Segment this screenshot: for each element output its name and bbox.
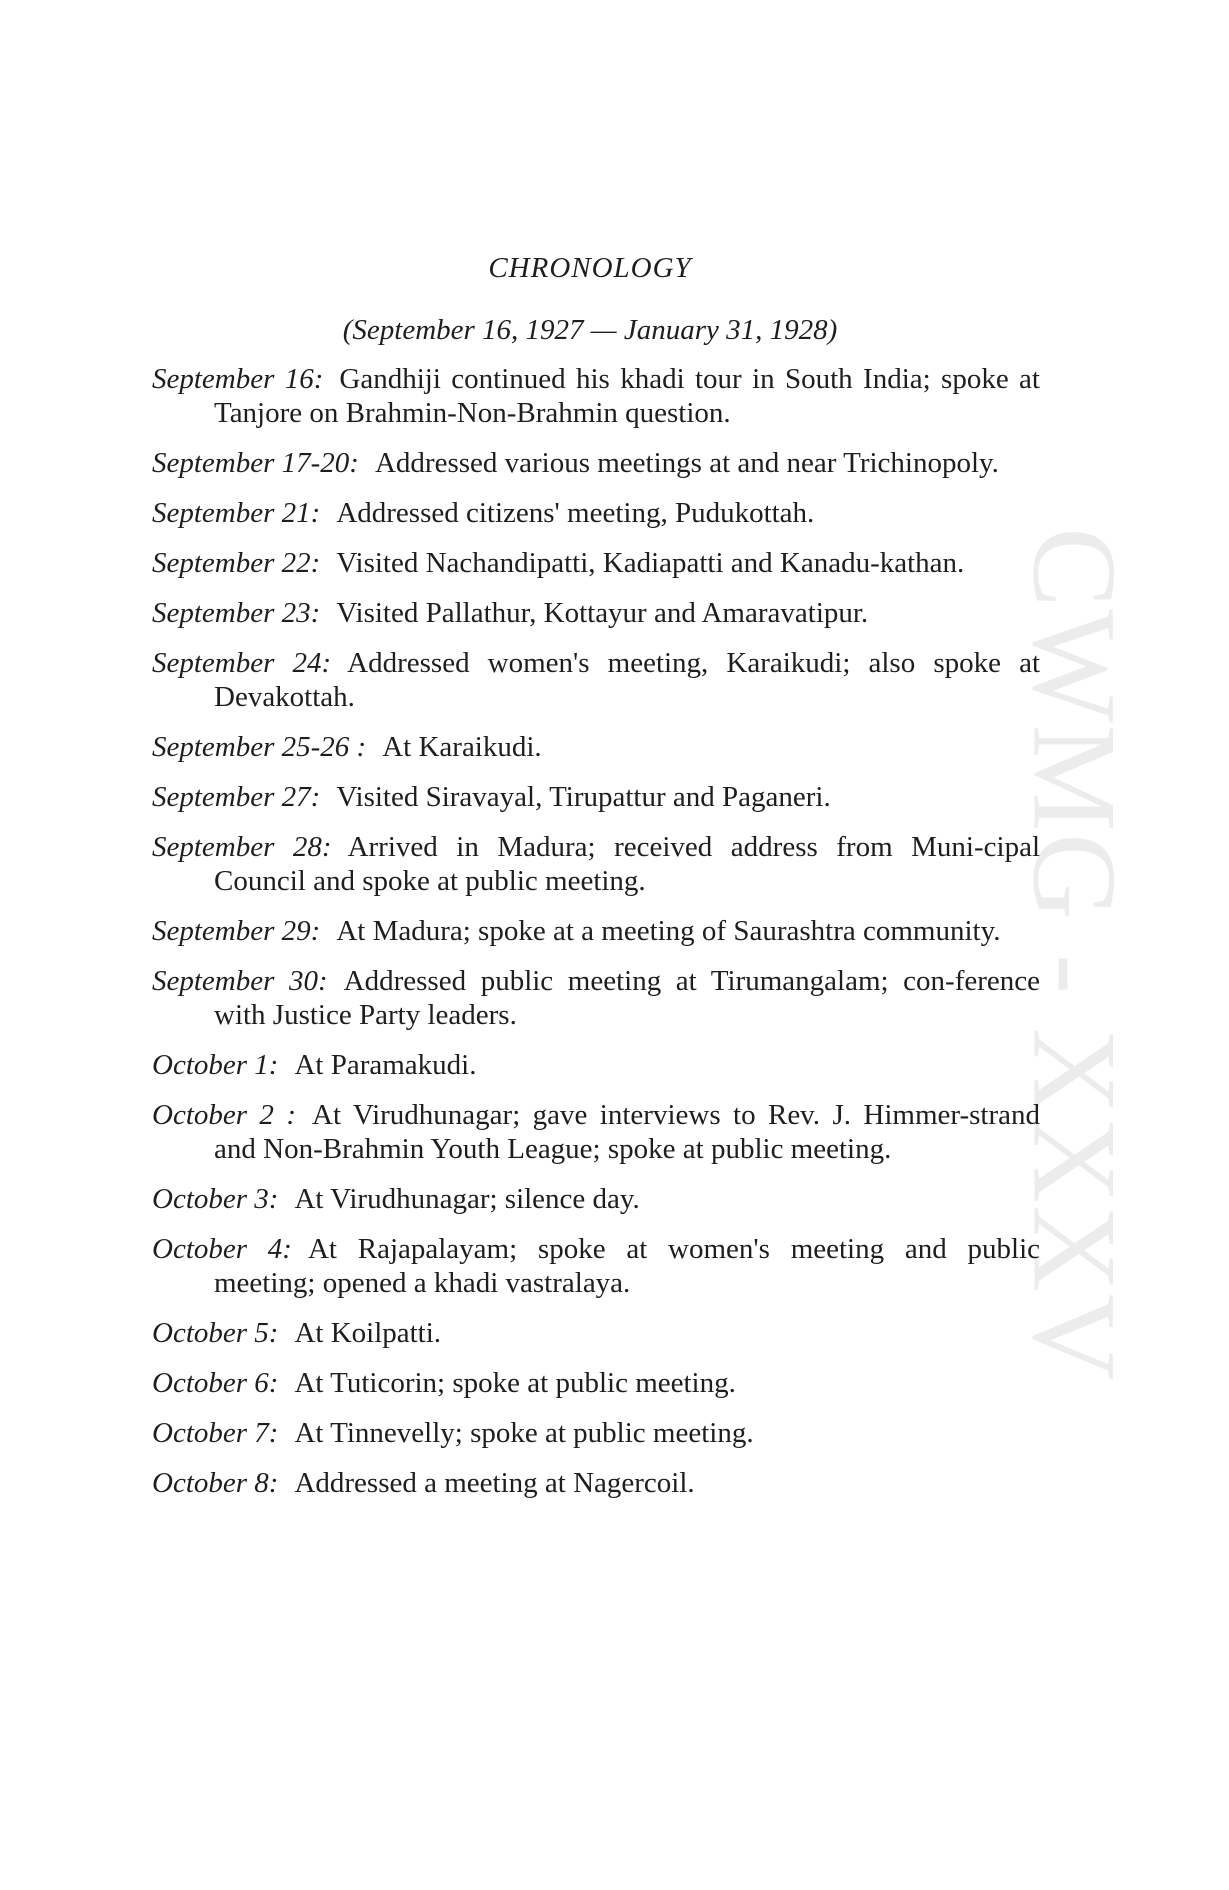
- chronology-entry: [152, 830, 1040, 898]
- entry-date: October 2 :: [152, 1099, 296, 1131]
- chronology-entry: [152, 1316, 1040, 1350]
- entry-text: At Koilpatti.: [294, 1317, 442, 1349]
- chronology-entry: [152, 1182, 1040, 1216]
- entry-text: Addressed public meeting at Tirumangalam; con-ference with Justice Party leaders.: [214, 965, 1040, 1031]
- chronology-entry: [152, 546, 1040, 580]
- entry-text: Visited Nachandipatti, Kadiapatti and Kanadu-kathan.: [336, 547, 965, 579]
- entry-date: September 23:: [152, 597, 321, 629]
- chronology-entry: [152, 1416, 1040, 1450]
- chronology-entry: [152, 964, 1040, 1032]
- entry-text: Visited Pallathur, Kottayur and Amaravatipur.: [336, 597, 869, 629]
- entry-date: October 4:: [152, 1233, 292, 1265]
- page-title: CHRONOLOGY: [488, 252, 692, 284]
- chronology-entry: [152, 730, 1040, 764]
- chronology-entry: [152, 646, 1040, 714]
- entry-text: At Karaikudi.: [382, 731, 542, 763]
- entry-text: Addressed various meetings at and near Trichinopoly.: [374, 447, 999, 479]
- entry-text: At Tinnevelly; spoke at public meeting.: [294, 1417, 754, 1449]
- chronology-entry: [152, 1232, 1040, 1300]
- chronology-entry: [152, 596, 1040, 630]
- entry-text: Arrived in Madura; received address from Muni-cipal Council and spoke at public meeting.: [214, 831, 1041, 897]
- entry-text: At Virudhunagar; gave interviews to Rev. J. Himmer-strand and Non-Brahmin Youth League; spoke at public meeting.: [214, 1099, 1040, 1165]
- entry-date: October 3:: [152, 1183, 279, 1215]
- entry-date: September 29:: [152, 915, 321, 947]
- entry-text: At Virudhunagar; silence day.: [294, 1183, 640, 1215]
- entry-date: October 8:: [152, 1467, 279, 1499]
- page-subtitle: (September 16, 1927 — January 31, 1928): [342, 314, 838, 346]
- chronology-list: [152, 362, 1040, 1516]
- chronology-entry: [152, 1048, 1040, 1082]
- chronology-entry: [152, 780, 1040, 814]
- watermark-text: CWMG - XXXV: [1009, 527, 1143, 1383]
- entry-text: Addressed a meeting at Nagercoil.: [294, 1467, 695, 1499]
- entry-text: At Madura; spoke at a meeting of Saurashtra community.: [336, 915, 1001, 947]
- entry-text: At Tuticorin; spoke at public meeting.: [294, 1367, 736, 1399]
- entry-text: Gandhiji continued his khadi tour in South India; spoke at Tanjore on Brahmin-Non-Brahmin question.: [214, 363, 1040, 429]
- entry-date: September 24:: [152, 647, 332, 679]
- chronology-entry: [152, 1366, 1040, 1400]
- entry-date: October 5:: [152, 1317, 279, 1349]
- chronology-entry: [152, 1098, 1040, 1166]
- chronology-entry: [152, 914, 1040, 948]
- entry-date: September 27:: [152, 781, 321, 813]
- entry-date: September 16:: [152, 363, 324, 395]
- entry-date: October 6:: [152, 1367, 279, 1399]
- chronology-entry: [152, 496, 1040, 530]
- entry-date: September 30:: [152, 965, 328, 997]
- entry-text: Visited Siravayal, Tirupattur and Paganeri.: [336, 781, 831, 813]
- chronology-entry: [152, 1466, 1040, 1500]
- entry-date: October 1:: [152, 1049, 279, 1081]
- entry-text: At Rajapalayam; spoke at women's meeting and public meeting; opened a khadi vastralaya.: [214, 1233, 1041, 1299]
- entry-text: Addressed women's meeting, Karaikudi; also spoke at Devakottah.: [214, 647, 1040, 713]
- chronology-entry: [152, 362, 1040, 430]
- entry-date: September 25-26 :: [152, 731, 367, 763]
- entry-date: September 28:: [152, 831, 332, 863]
- chronology-entry: [152, 446, 1040, 480]
- entry-date: September 21:: [152, 497, 321, 529]
- entry-text: Addressed citizens' meeting, Pudukottah.: [336, 497, 815, 529]
- entry-date: October 7:: [152, 1417, 279, 1449]
- entry-text: At Paramakudi.: [294, 1049, 477, 1081]
- entry-date: September 17-20:: [152, 447, 359, 479]
- entry-date: September 22:: [152, 547, 321, 579]
